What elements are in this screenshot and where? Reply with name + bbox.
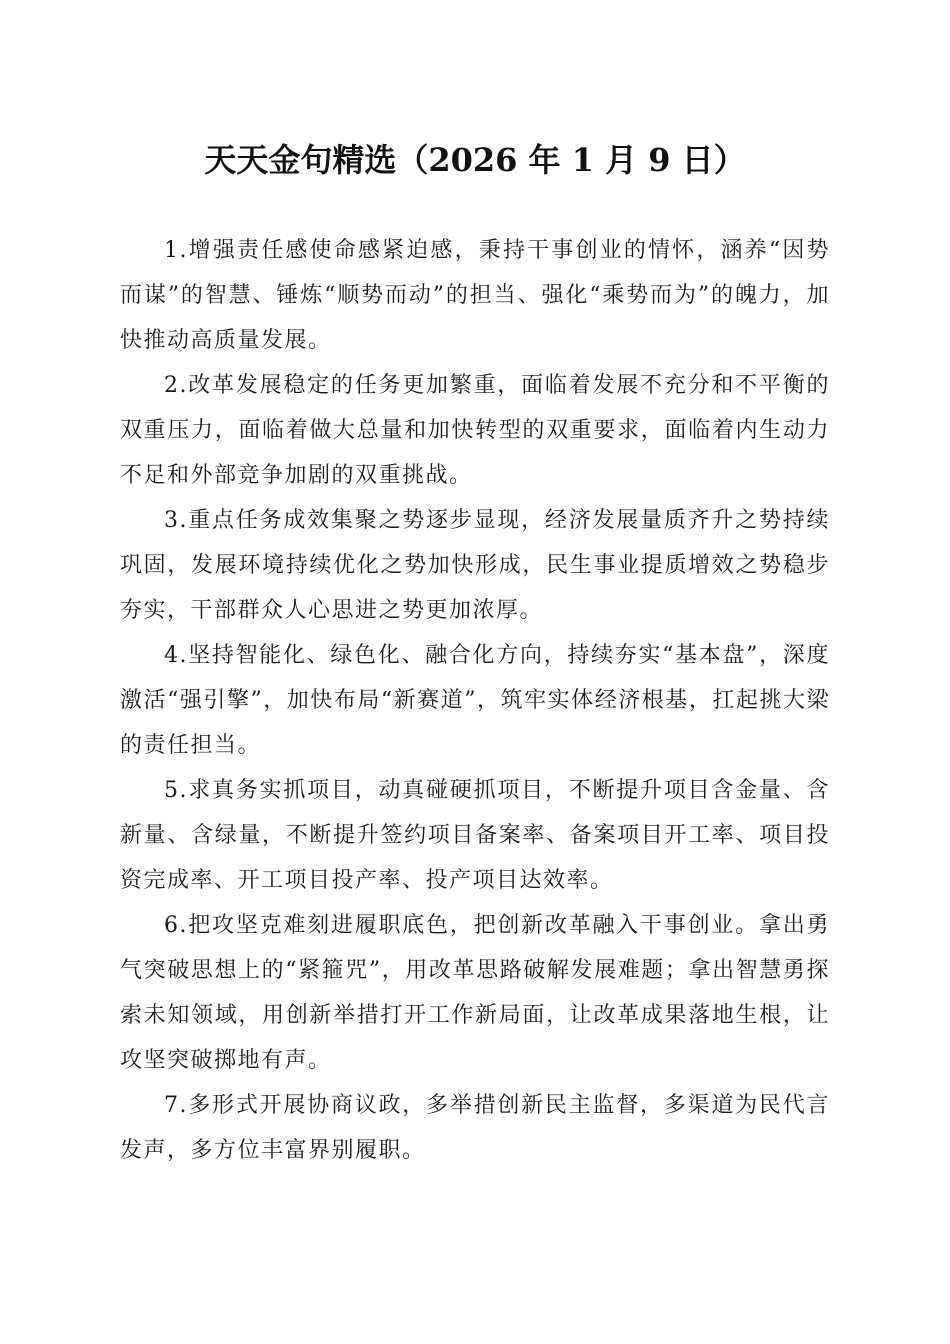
paragraph-2: 2.改革发展稳定的任务更加繁重，面临着发展不充分和不平衡的双重压力，面临着做大总量和加快转型的双重要求，面临着内生动力不足和外部竞争加剧的双重挑战。 xyxy=(120,373,830,488)
page-title: 天天金句精选（2026 年 1 月 9 日） xyxy=(204,141,746,179)
paragraph-3: 3.重点任务成效集聚之势逐步显现，经济发展量质齐升之势持续巩固，发展环境持续优化之势加快形成，民生事业提质增效之势稳步夯实，干部群众人心思进之势更加浓厚。 xyxy=(120,508,830,623)
paragraph-7: 7.多形式开展协商议政，多举措创新民主监督，多渠道为民代言发声，多方位丰富界别履职。 xyxy=(120,1093,830,1163)
paragraph-6: 6.把攻坚克难刻进履职底色，把创新改革融入干事创业。拿出勇气突破思想上的“紧箍咒”，用改革思路破解发展难题；拿出智慧勇探索未知领域，用创新举措打开工作新局面，让改革成果落地生根，让攻坚突破掷地有声。 xyxy=(120,913,830,1073)
document-body xyxy=(120,228,830,1173)
paragraph-5: 5.求真务实抓项目，动真碰硬抓项目，不断提升项目含金量、含新量、含绿量，不断提升签约项目备案率、备案项目开工率、项目投资完成率、开工项目投产率、投产项目达效率。 xyxy=(120,778,830,893)
paragraph-4: 4.坚持智能化、绿色化、融合化方向，持续夯实“基本盘”，深度激活“强引擎”，加快布局“新赛道”，筑牢实体经济根基，扛起挑大梁的责任担当。 xyxy=(120,643,830,758)
paragraph-1: 1.增强责任感使命感紧迫感，秉持干事创业的情怀，涵养“因势而谋”的智慧、锤炼“顺势而动”的担当、强化“乘势而为”的魄力，加快推动高质量发展。 xyxy=(120,238,830,353)
